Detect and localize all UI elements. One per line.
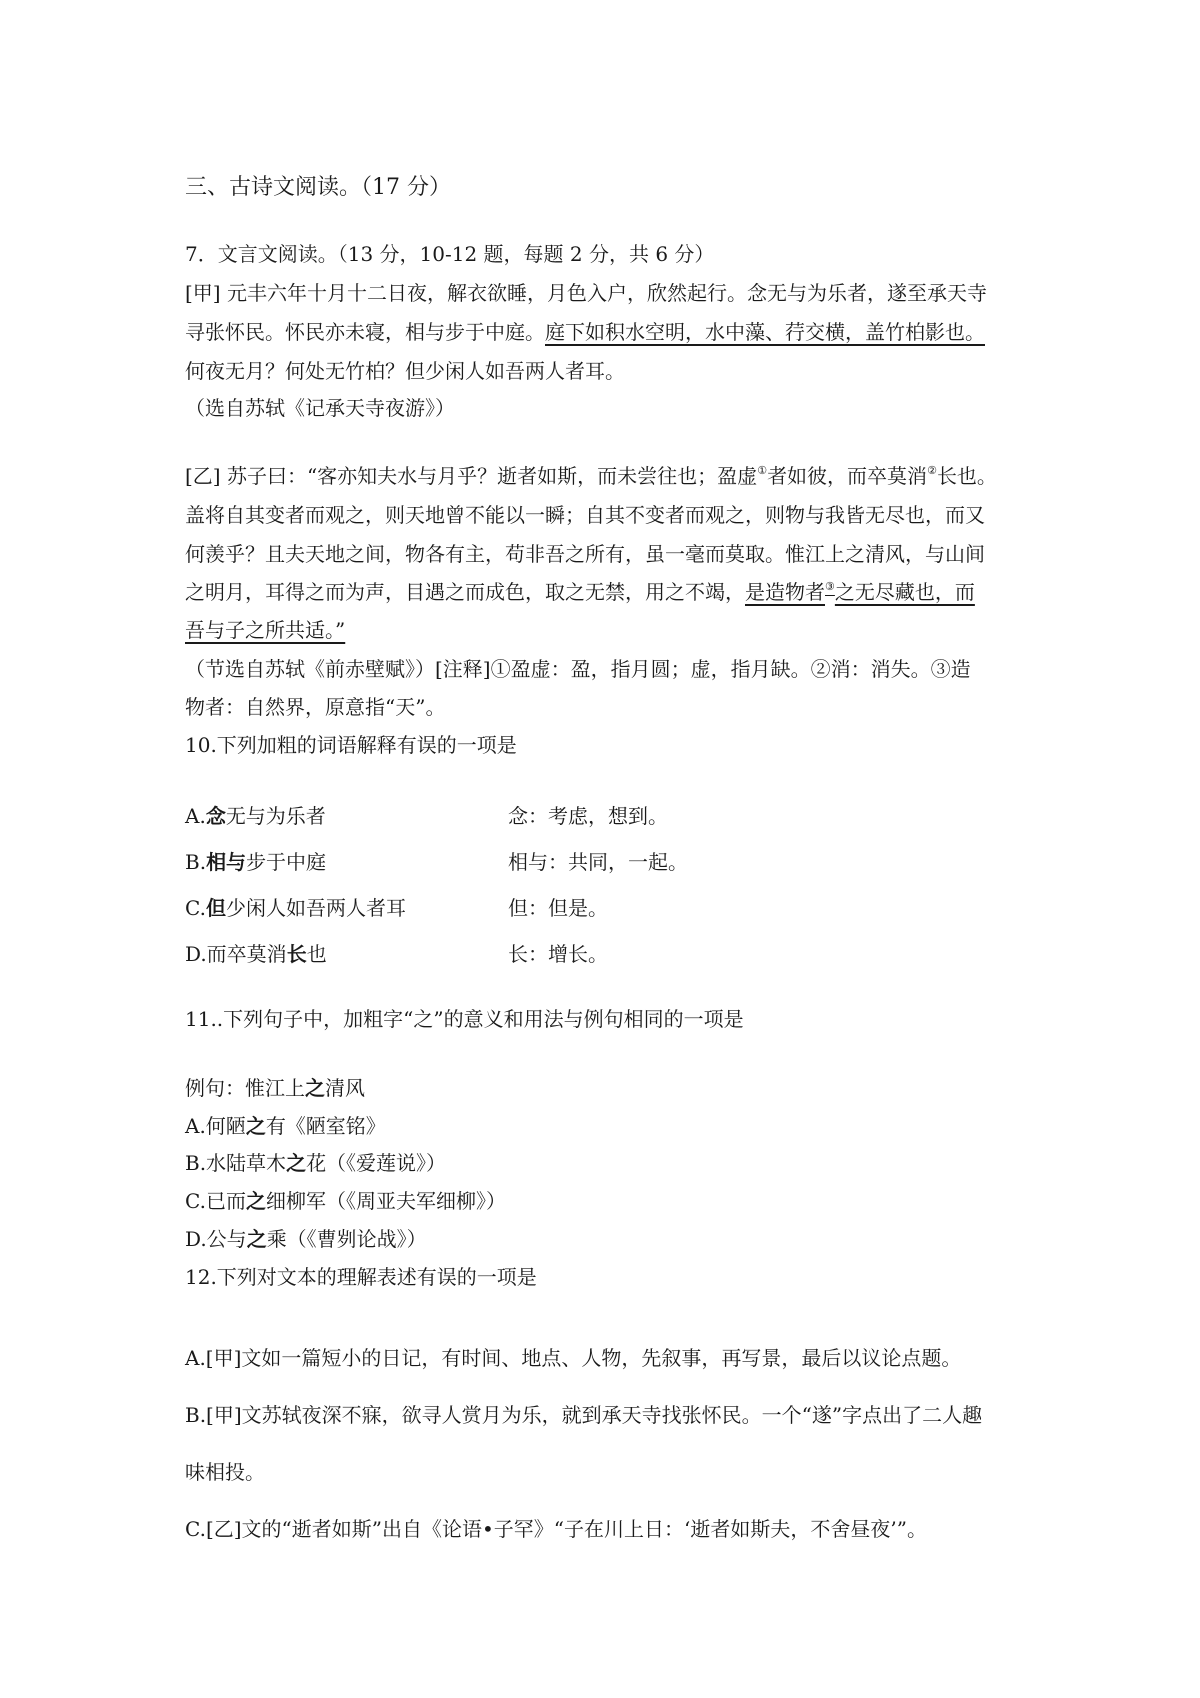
footnote-3: ③ [825,580,835,593]
q11-example-bold: 之 [305,1076,325,1100]
q10-a-pre: A. [185,804,206,828]
q10-d-pre: D.而卒莫消 [185,942,287,966]
jia-line-2-text: 寻张怀民。怀民亦未寝，相与步于中庭。 [185,320,545,344]
q10-c-bold: 但 [205,896,226,920]
yi-line-4 [185,582,975,602]
q10-d-post: 也 [306,942,327,966]
q11-stem: 11..下列句子中，加粗字“之”的意义和用法与例句相同的一项是 [185,1007,744,1031]
section-title: 三、古诗文阅读。（17 分） [185,175,451,200]
q11-option-b [185,1153,446,1173]
yi-underlined-3: 吾与子之所共适。” [185,618,346,642]
jia-underlined-sentence: 庭下如积水空明，水中藻、荇交横，盖竹柏影也。 [545,320,985,344]
q11-option-c [185,1191,506,1211]
q12-option-c: C.[乙]文的“逝者如斯”出自《论语•子罕》“子在川上日：‘逝者如斯夫，不舍昼夜’”。 [185,1517,927,1541]
yi-line-4-a: 之明月，耳得之而为声，目遇之而成色，取之无禁，用之不竭， [185,580,745,604]
q10-d-definition: 长：增长。 [508,942,608,966]
jia-line-2 [185,322,985,342]
q11-option-d [185,1229,427,1249]
q11-b-bold: 之 [286,1151,307,1175]
yi-line-5 [185,620,345,640]
q11-d-pre: D.公与 [185,1227,247,1251]
q10-option-b [185,852,326,872]
q10-d-bold: 长 [286,942,307,966]
yi-note-2: 物者：自然界，原意指“天”。 [185,695,446,719]
jia-line-3: 何夜无月？何处无竹柏？但少闲人如吾两人者耳。 [185,359,625,383]
q12-option-a: A.[甲]文如一篇短小的日记，有时间、地点、人物，先叙事，再写景，最后以议论点题。 [185,1346,962,1370]
q11-example-pre: 例句：惟江上 [185,1076,305,1100]
q11-c-post: 细柳军（《周亚夫军细柳》） [265,1189,506,1213]
q11-option-a [185,1116,386,1136]
yi-line-2: 盖将自其变者而观之，则天地曾不能以一瞬；自其不变者而观之，则物与我皆无尽也，而又 [185,503,985,527]
q10-b-pre: B. [185,850,207,874]
jia-line-1: [甲] 元丰六年十月十二日夜，解衣欲睡，月色入户，欣然起行。念无与为乐者，遂至承天寺 [185,281,987,305]
q11-a-post: 有《陋室铭》 [265,1114,386,1138]
q11-b-pre: B.水陆草木 [185,1151,287,1175]
q10-b-definition: 相与：共同，一起。 [508,850,688,874]
q11-d-bold: 之 [246,1227,267,1251]
yi-line-1-c: 长也。 [936,464,997,488]
q7-header: 7．文言文阅读。（13 分，10-12 题，每题 2 分，共 6 分） [185,242,715,266]
q11-example [185,1078,365,1098]
q10-option-d [185,944,327,964]
q10-stem: 10.下列加粗的词语解释有误的一项是 [185,733,517,757]
q10-option-c [185,898,406,918]
q10-a-definition: 念：考虑，想到。 [508,804,668,828]
q12-option-b-line-2: 味相投。 [185,1460,265,1484]
footnote-1: ① [757,464,768,477]
q10-b-post: 步于中庭 [246,850,327,874]
yi-underlined-1: 是造物者 [745,580,825,604]
q11-a-bold: 之 [245,1114,266,1138]
q11-example-post: 清风 [325,1076,365,1100]
yi-line-1-a: [乙] 苏子曰：“客亦知夫水与月乎？逝者如斯，而未尝往也；盈虚 [185,464,758,488]
q11-d-post: 乘（《曹刿论战》） [266,1227,427,1251]
q10-c-post: 少闲人如吾两人者耳 [225,896,406,920]
yi-line-1-b: 者如彼，而卒莫消 [767,464,928,488]
q12-stem: 12.下列对文本的理解表述有误的一项是 [185,1265,537,1289]
yi-line-1 [185,466,997,486]
q11-c-pre: C.已而 [185,1189,246,1213]
q10-a-bold: 念 [205,804,226,828]
footnote-2: ② [927,464,937,477]
q11-a-pre: A.何陋 [185,1114,246,1138]
q10-option-a [185,806,326,826]
jia-source: （选自苏轼《记承天寺夜游》） [185,396,455,420]
q11-c-bold: 之 [245,1189,266,1213]
yi-note-1: （节选自苏轼《前赤壁赋》）[注释]①盈虚：盈，指月圆；虚，指月缺。②消：消失。③造 [185,657,971,681]
yi-underlined-2: 之无尽藏也，而 [834,580,975,604]
q10-c-definition: 但：但是。 [508,896,608,920]
q12-option-b-line-1: B.[甲]文苏轼夜深不寐，欲寻人赏月为乐，就到承天寺找张怀民。一个“遂”字点出了二人趣 [185,1403,983,1427]
q10-c-pre: C. [185,896,206,920]
q11-b-post: 花（《爱莲说》） [306,1151,447,1175]
yi-line-3: 何羡乎？且夫天地之间，物各有主，苟非吾之所有，虽一毫而莫取。惟江上之清风，与山间 [185,542,985,566]
q10-a-post: 无与为乐者 [225,804,326,828]
q10-b-bold: 相与 [206,850,247,874]
